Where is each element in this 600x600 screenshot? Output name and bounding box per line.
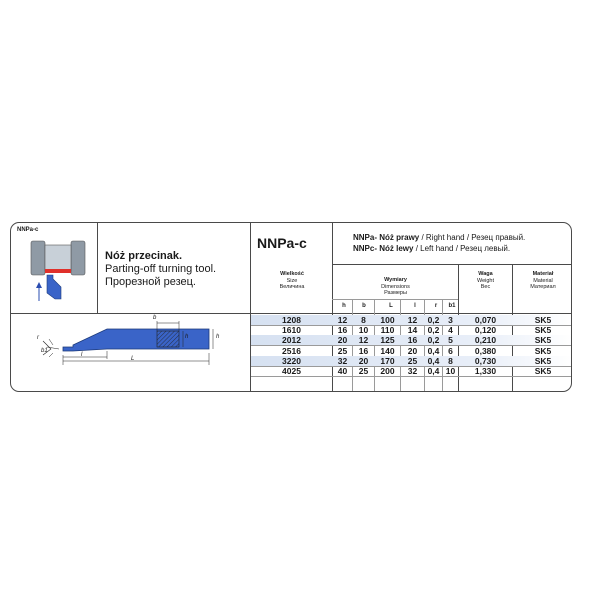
dim-header-h: h	[342, 303, 346, 309]
tool-technical-drawing	[25, 319, 235, 375]
divider-horizontal	[332, 264, 572, 265]
table-row	[251, 366, 572, 376]
h-cell: 32	[337, 355, 348, 366]
l-cell: 20	[407, 345, 418, 356]
b1-cell: 8	[448, 355, 453, 366]
product-code: NNPa-c	[257, 235, 307, 251]
right-hand-code: NNPa- Nóż prawy	[353, 233, 420, 242]
divider-horizontal	[332, 299, 458, 300]
size-header: Wielkość Size Величина	[279, 271, 305, 290]
left-hand-code: NNPc- Nóż lewy	[353, 244, 414, 253]
divider-horizontal	[11, 313, 572, 314]
h-cell: 25	[337, 345, 348, 356]
r-cell: 0,2	[427, 315, 440, 325]
size-cell: 3220	[282, 355, 301, 366]
weight-cell: 0,380	[474, 345, 497, 356]
code-label: NNPa-c	[17, 227, 39, 233]
b1-cell: 10	[445, 366, 456, 376]
b-cell: 8	[361, 315, 366, 325]
size-cell: 2516	[282, 345, 301, 356]
weight-cell: 0,730	[474, 355, 497, 366]
drawing-label-L: L	[131, 356, 135, 362]
l-cell: 16	[407, 335, 418, 346]
table-row	[251, 315, 572, 325]
row-divider	[251, 376, 572, 377]
material-cell: SK5	[534, 315, 552, 325]
right-hand-translation: / Right hand / Резец правый.	[419, 233, 526, 242]
r-cell: 0,2	[427, 335, 440, 346]
weight-header: Waga Weight Вес	[476, 271, 495, 290]
drawing-label-h: h	[216, 334, 220, 340]
b1-cell: 4	[448, 325, 453, 336]
size-cell: 4025	[282, 366, 301, 376]
drawing-label-h: h	[185, 334, 189, 340]
weight-cell: 0,120	[474, 325, 497, 336]
b1-cell: 6	[448, 345, 453, 356]
b-cell: 20	[358, 355, 369, 366]
product-spec-card	[10, 222, 572, 392]
material-cell: SK5	[534, 335, 552, 346]
r-cell: 0,2	[427, 325, 440, 336]
l-cell: 25	[407, 355, 418, 366]
b1-cell: 5	[448, 335, 453, 346]
h-cell: 40	[337, 366, 348, 376]
l-cell: 12	[407, 315, 418, 325]
dim-header-b: b	[362, 303, 366, 309]
table-row	[251, 356, 572, 366]
h-cell: 16	[337, 325, 348, 336]
right-hand-label	[353, 233, 525, 242]
L-cell: 200	[380, 366, 395, 376]
title-russian: Прорезной резец.	[105, 276, 196, 288]
h-cell: 20	[337, 335, 348, 346]
size-cell: 1208	[282, 315, 301, 325]
r-cell: 0,4	[427, 366, 440, 376]
b-cell: 12	[358, 335, 369, 346]
weight-cell: 1,330	[474, 366, 497, 376]
table-row	[251, 346, 572, 356]
drawing-label-b: b	[153, 315, 157, 321]
r-cell: 0,4	[427, 345, 440, 356]
material-cell: SK5	[534, 345, 552, 356]
material-cell: SK5	[534, 355, 552, 366]
b-cell: 16	[358, 345, 369, 356]
dim-header-b1: b1	[448, 303, 456, 309]
r-cell: 0,4	[427, 355, 440, 366]
l-cell: 32	[407, 366, 418, 376]
L-cell: 100	[380, 315, 395, 325]
parting-operation-illustration	[25, 235, 91, 309]
weight-cell: 0,070	[474, 315, 497, 325]
dim-header-l: l	[414, 303, 416, 309]
h-cell: 12	[337, 315, 348, 325]
weight-cell: 0,210	[474, 335, 497, 346]
l-cell: 14	[407, 325, 418, 336]
L-cell: 110	[380, 325, 395, 336]
title-english: Parting-off turning tool.	[105, 263, 217, 275]
table-row	[251, 325, 572, 335]
L-cell: 140	[380, 345, 395, 356]
drawing-label-r: r	[37, 335, 39, 341]
divider-vertical	[97, 223, 98, 313]
dim-header-L: L	[389, 303, 393, 309]
title-polish: Nóż przecinak.	[105, 250, 183, 262]
L-cell: 125	[380, 335, 395, 346]
material-cell: SK5	[534, 325, 552, 336]
b-cell: 25	[358, 366, 369, 376]
table-row	[251, 335, 572, 345]
dim-header-r: r	[434, 303, 438, 309]
left-hand-translation: / Left hand / Резец левый.	[413, 244, 511, 253]
size-cell: 1610	[282, 325, 301, 336]
size-cell: 2012	[282, 335, 301, 346]
b-cell: 10	[358, 325, 369, 336]
left-hand-label	[353, 244, 510, 253]
dimensions-header: Wymiary Dimensions Размеры	[381, 277, 410, 296]
material-header: Materiał Material Материал	[530, 271, 556, 290]
drawing-label-l: l	[81, 352, 83, 358]
drawing-label-b1: b1	[41, 348, 48, 354]
material-cell: SK5	[534, 366, 552, 376]
b1-cell: 3	[448, 315, 453, 325]
L-cell: 170	[380, 355, 395, 366]
